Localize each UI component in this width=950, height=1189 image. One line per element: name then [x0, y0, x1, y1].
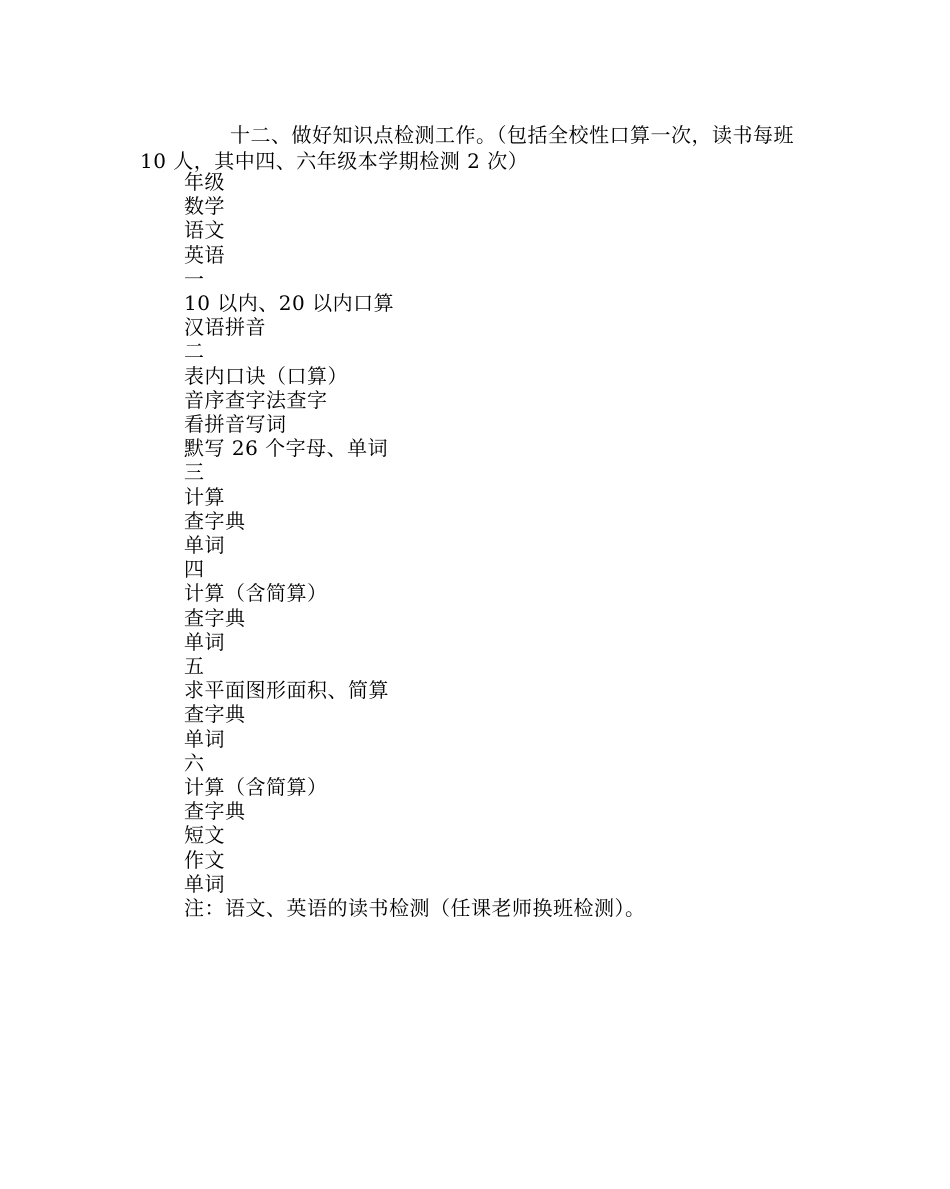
line-grade-6-english: 单词: [184, 871, 225, 896]
line-note: 注：语文、英语的读书检测（任课老师换班检测）。: [184, 896, 646, 921]
line-grade-3: 三: [184, 460, 205, 485]
line-grade-5-chinese: 查字典: [184, 702, 246, 727]
line-english-header: 英语: [184, 242, 225, 267]
line-grade-4: 四: [184, 557, 205, 582]
line-grade-1-math: 10 以内、20 以内口算: [184, 291, 395, 316]
line-math-header: 数学: [184, 194, 225, 219]
line-grade-4-math: 计算（含简算）: [184, 581, 328, 606]
section-heading-paragraph: 十二、做好知识点检测工作。（包括全校性口算一次，读书每班 10 人，其中四、六年级本学期检测 2 次）: [140, 123, 794, 173]
line-grade-6-chinese-a: 查字典: [184, 799, 246, 824]
line-grade-2-chinese-a: 音序查字法查字: [184, 387, 328, 412]
line-grade-2: 二: [184, 339, 205, 364]
line-grade-2-math: 表内口诀（口算）: [184, 363, 348, 388]
line-grade-6-chinese-b: 短文: [184, 823, 225, 848]
line-grade-5-english: 单词: [184, 726, 225, 751]
line-grade-3-math: 计算: [184, 484, 225, 509]
line-grade-6-chinese-c: 作文: [184, 847, 225, 872]
line-grade-1: 一: [184, 266, 205, 291]
line-grade-6: 六: [184, 750, 205, 775]
line-grade-1-chinese: 汉语拼音: [184, 315, 266, 340]
line-chinese-header: 语文: [184, 218, 225, 243]
line-grade-5-math: 求平面图形面积、简算: [184, 678, 389, 703]
line-grade-4-english: 单词: [184, 629, 225, 654]
line-grade-5: 五: [184, 654, 205, 679]
line-grade-3-english: 单词: [184, 533, 225, 558]
line-grade-2-english: 默写 26 个字母、单词: [184, 436, 389, 461]
table-content-lines: [184, 170, 646, 920]
line-grade-4-chinese: 查字典: [184, 605, 246, 630]
line-grade-6-math: 计算（含简算）: [184, 775, 328, 800]
line-grade-2-chinese-b: 看拼音写词: [184, 412, 287, 437]
line-grade-header: 年级: [184, 170, 225, 194]
line-grade-3-chinese: 查字典: [184, 508, 246, 533]
